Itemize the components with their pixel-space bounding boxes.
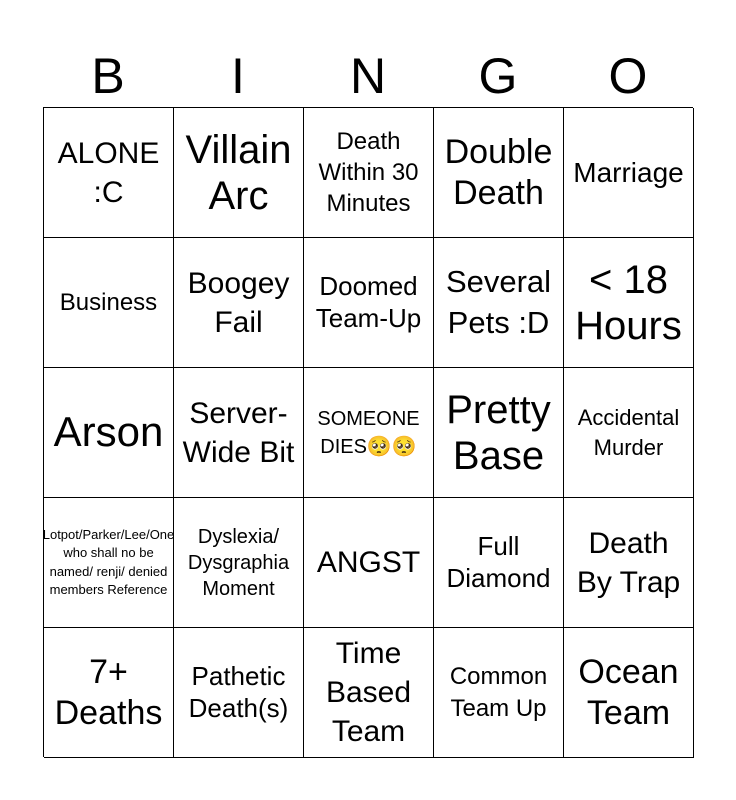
bingo-cell[interactable] (44, 238, 174, 368)
cell-text: Doomed Team-Up (315, 271, 422, 333)
cell-text: Accidental Murder (577, 404, 680, 460)
cell-text: Pretty Base (446, 387, 551, 478)
cell-text: Arson (53, 408, 164, 456)
bingo-cell[interactable] (434, 238, 564, 368)
bingo-cell[interactable] (174, 368, 304, 498)
cell-text: Business (59, 288, 158, 316)
cell-text: Ocean Team (578, 653, 679, 732)
bingo-cell[interactable] (304, 498, 434, 628)
bingo-cell[interactable] (174, 498, 304, 628)
cell-text: Dyslexia/ Dysgraphia Moment (187, 525, 290, 600)
cell-text: Marriage (573, 156, 684, 188)
cell-text: SOMEONE DIES🥺🥺 (317, 407, 420, 458)
bingo-cell[interactable] (304, 628, 434, 758)
bingo-header (43, 44, 693, 108)
cell-text: ANGST (316, 546, 421, 579)
cell-text: Several Pets :D (445, 263, 552, 340)
cell-text: Pathetic Death(s) (188, 661, 289, 723)
bingo-cell[interactable] (564, 498, 694, 628)
cell-text: Death Within 30 Minutes (318, 127, 419, 218)
bingo-cell[interactable] (174, 628, 304, 758)
cell-text: 7+ Deaths (54, 653, 163, 732)
cell-text: Time Based Team (325, 637, 412, 748)
bingo-cell[interactable] (304, 108, 434, 238)
bingo-cell[interactable] (174, 238, 304, 368)
bingo-cell[interactable] (564, 368, 694, 498)
bingo-cell[interactable] (44, 108, 174, 238)
header-letter-g: G (478, 48, 518, 104)
bingo-cell[interactable] (434, 498, 564, 628)
cell-text: Common Team Up (449, 663, 548, 722)
bingo-cell[interactable] (564, 108, 694, 238)
cell-text: ALONE :C (57, 136, 160, 209)
bingo-cell[interactable] (44, 368, 174, 498)
bingo-cell[interactable] (174, 108, 304, 238)
bingo-cell[interactable] (44, 628, 174, 758)
cell-text: < 18 Hours (575, 257, 682, 348)
cell-text: Villain Arc (185, 127, 292, 218)
header-letter-b: B (91, 48, 125, 104)
bingo-cell[interactable] (434, 108, 564, 238)
bingo-cell[interactable] (434, 628, 564, 758)
bingo-cell[interactable] (564, 238, 694, 368)
cell-text: Server-Wide Bit (182, 396, 295, 469)
header-letter-i: I (231, 48, 245, 104)
bingo-grid (43, 107, 693, 757)
cell-text: Lotpot/Parker/Lee/One who shall no be named/ renji/ denied members Reference (42, 527, 175, 597)
bingo-cell[interactable] (434, 368, 564, 498)
bingo-cell[interactable] (304, 368, 434, 498)
bingo-cell[interactable] (564, 628, 694, 758)
cell-text: Boogey Fail (187, 266, 290, 339)
cell-text: Death By Trap (576, 526, 681, 599)
header-letter-n: N (349, 48, 387, 104)
header-letter-o: O (608, 48, 648, 104)
cell-text: Full Diamond (446, 531, 551, 593)
bingo-cell[interactable] (304, 238, 434, 368)
bingo-cell[interactable] (44, 498, 174, 628)
cell-text: Double Death (444, 133, 553, 212)
